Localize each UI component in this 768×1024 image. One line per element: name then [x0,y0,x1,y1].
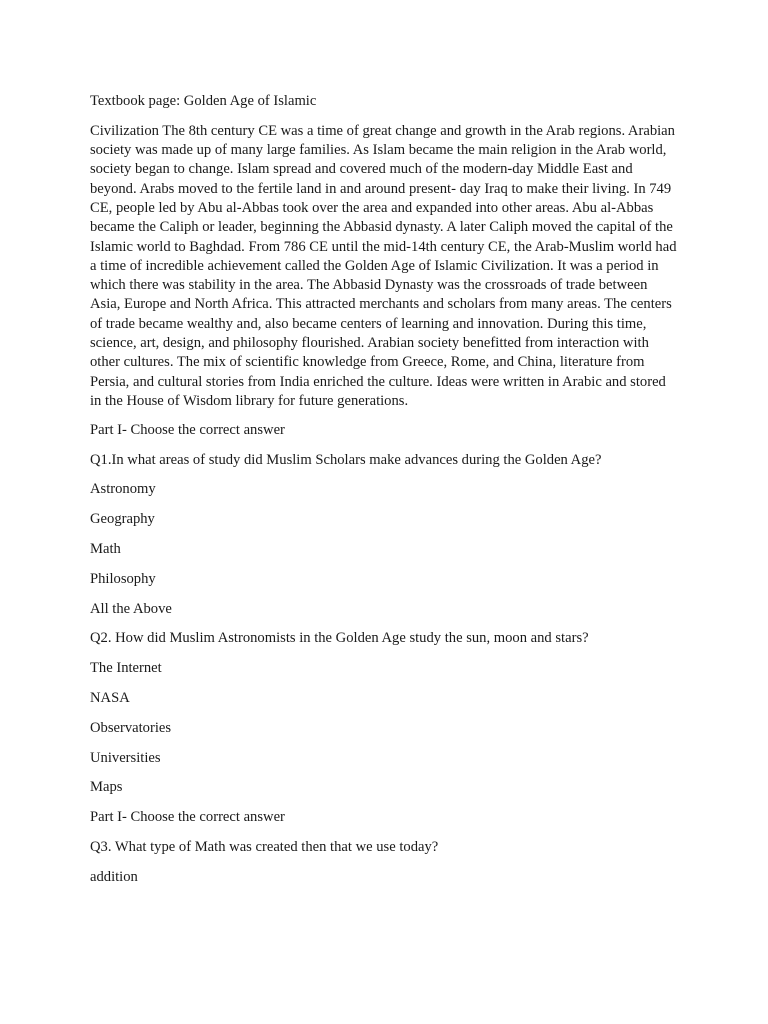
q2-option-nasa: NASA [90,689,130,706]
question-2: Q2. How did Muslim Astronomists in the Golden Age study the sun, moon and stars? [90,630,589,647]
document-body-paragraph: Civilization The 8th century CE was a time of great change and growth in the Arab regions. Arabian society was made up of many large families. As Islam became the main religion in the Arab world, society began to change. Islam spread and covered much of the modern-day Middle East and beyond. Arabs moved to the fertile land in and around present- day Iraq to make their living. In 749 CE, people led by Abu al-Abbas took over the area and expanded into other areas. Abu al-Abbas became the Caliph or leader, beginning the Abbasid dynasty. A later Caliph moved the capital of the Islamic world to Baghdad. From 786 CE until the mid-14th century CE, the Arab-Muslim world had a time of incredible achievement called the Golden Age of Islamic Civilization. It was a period in which there was stability in the area. The Abbasid Dynasty was the crossroads of trade between Asia, Europe and North Africa. This attracted merchants and scholars from many areas. The centers of trade became wealthy and, also became centers of learning and innovation. During this time, science, art, design, and philosophy flourished. Arabian society benefitted from interaction with other cultures. The mix of scientific knowledge from Greece, Rome, and China, literature from Persia, and cultural stories from India enriched the culture. Ideas were written in Arabic and stored in the House of Wisdom library for future generations. [90,122,677,409]
q1-option-all-the-above: All the Above [90,600,172,617]
document-page [90,92,680,898]
part-label: Part I- Choose the correct answer [90,421,285,438]
part-label-repeat: Part I- Choose the correct answer [90,809,285,826]
q3-option-addition: addition [90,868,138,885]
q1-option-philosophy: Philosophy [90,570,156,587]
q1-option-astronomy: Astronomy [90,481,156,498]
document-heading: Textbook page: Golden Age of Islamic [90,93,317,109]
q2-option-observatories: Observatories [90,719,172,736]
question-1: Q1.In what areas of study did Muslim Scholars make advances during the Golden Age? [90,451,602,468]
q1-option-math: Math [90,540,121,557]
question-3: Q3. What type of Math was created then that we use today? [90,838,439,855]
q1-option-geography: Geography [90,511,155,528]
q2-option-the-internet: The Internet [90,660,162,677]
q2-option-maps: Maps [90,779,123,796]
q2-option-universities: Universities [90,749,161,766]
